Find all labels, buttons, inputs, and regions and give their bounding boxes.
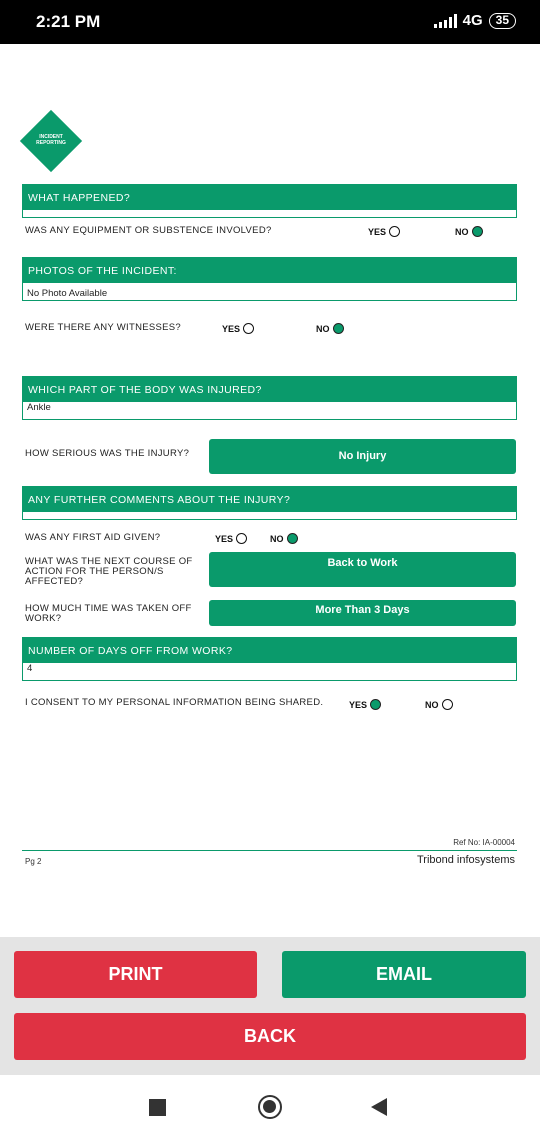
back-icon[interactable] xyxy=(371,1098,387,1116)
days-off-value: 4 xyxy=(22,655,517,681)
equipment-yes-label: YES xyxy=(368,226,387,237)
equipment-yes-option[interactable] xyxy=(368,226,400,237)
first-aid-yes-label: YES xyxy=(215,533,234,544)
page-number: Pg 2 xyxy=(25,857,42,866)
further-comments-value xyxy=(22,503,517,520)
equipment-no-option[interactable] xyxy=(455,226,483,237)
consent-no-option[interactable] xyxy=(425,699,453,710)
witnesses-no-option[interactable] xyxy=(316,323,344,334)
company-name: Tribond infosystems xyxy=(416,854,515,866)
status-bar xyxy=(0,0,540,44)
status-time: 2:21 PM xyxy=(36,12,101,31)
equipment-no-label: NO xyxy=(455,226,469,237)
section-body-part: WHICH PART OF THE BODY WAS INJURED? xyxy=(22,376,517,402)
logo-line1: INCIDENT xyxy=(39,134,63,140)
question-consent: I CONSENT TO MY PERSONAL INFORMATION BEING SHARED. xyxy=(25,697,324,708)
status-icons xyxy=(434,12,516,29)
action-area xyxy=(0,937,540,1075)
witnesses-no-label: NO xyxy=(316,323,330,334)
section-days-off: NUMBER OF DAYS OFF FROM WORK? xyxy=(22,637,517,663)
logo-text xyxy=(22,134,80,146)
network-type: 4G xyxy=(462,12,483,29)
first-aid-no-option[interactable] xyxy=(270,533,298,544)
time-taken-line1: HOW MUCH TIME WAS TAKEN OFF xyxy=(25,603,192,614)
first-aid-yes-radio[interactable] xyxy=(236,533,247,544)
consent-yes-radio[interactable] xyxy=(370,699,381,710)
first-aid-no-label: NO xyxy=(270,533,284,544)
witnesses-yes-radio[interactable] xyxy=(243,323,254,334)
question-first-aid: WAS ANY FIRST AID GIVEN? xyxy=(25,532,161,543)
time-taken-line2: WORK? xyxy=(25,613,62,624)
equipment-yes-radio[interactable] xyxy=(389,226,400,237)
next-course-line3: AFFECTED? xyxy=(25,576,84,587)
navigation-bar xyxy=(0,1075,540,1140)
signal-icon xyxy=(434,14,457,28)
print-button[interactable]: PRINT xyxy=(14,951,257,998)
body-part-value: Ankle xyxy=(22,394,517,420)
injury-severity-value: No Injury xyxy=(209,439,516,474)
next-course-value: Back to Work xyxy=(209,552,516,587)
question-witnesses: WERE THERE ANY WITNESSES? xyxy=(25,322,182,333)
consent-no-label: NO xyxy=(425,699,439,710)
what-happened-box xyxy=(22,210,517,218)
equipment-no-radio[interactable] xyxy=(472,226,483,237)
question-serious: HOW SERIOUS WAS THE INJURY? xyxy=(25,448,190,459)
witnesses-no-radio[interactable] xyxy=(333,323,344,334)
section-photos: PHOTOS OF THE INCIDENT: xyxy=(22,257,517,283)
witnesses-yes-option[interactable] xyxy=(222,323,254,334)
photos-value: No Photo Available xyxy=(22,283,517,301)
home-icon[interactable] xyxy=(258,1095,282,1119)
consent-yes-label: YES xyxy=(349,699,368,710)
section-what-happened: WHAT HAPPENED? xyxy=(22,184,517,210)
consent-no-radio[interactable] xyxy=(442,699,453,710)
footer-divider xyxy=(22,850,517,851)
back-button[interactable]: BACK xyxy=(14,1013,526,1060)
battery-icon: 35 xyxy=(489,13,516,29)
consent-yes-option[interactable] xyxy=(349,699,381,710)
next-course-line1: WHAT WAS THE NEXT COURSE OF xyxy=(25,556,193,567)
email-button[interactable]: EMAIL xyxy=(282,951,526,998)
time-taken-value: More Than 3 Days xyxy=(209,600,516,626)
section-further-comments: ANY FURTHER COMMENTS ABOUT THE INJURY? xyxy=(22,486,517,512)
question-next-course xyxy=(25,557,193,587)
recent-apps-icon[interactable] xyxy=(149,1099,166,1116)
reference-number: Ref No: IA-00004 xyxy=(453,838,515,847)
next-course-line2: ACTION FOR THE PERSON/S xyxy=(25,566,164,577)
first-aid-no-radio[interactable] xyxy=(287,533,298,544)
witnesses-yes-label: YES xyxy=(222,323,241,334)
logo-line2: REPORTING xyxy=(36,140,66,146)
question-equipment: WAS ANY EQUIPMENT OR SUBSTENCE INVOLVED? xyxy=(25,225,272,236)
first-aid-yes-option[interactable] xyxy=(215,533,247,544)
question-time-taken xyxy=(25,604,192,624)
